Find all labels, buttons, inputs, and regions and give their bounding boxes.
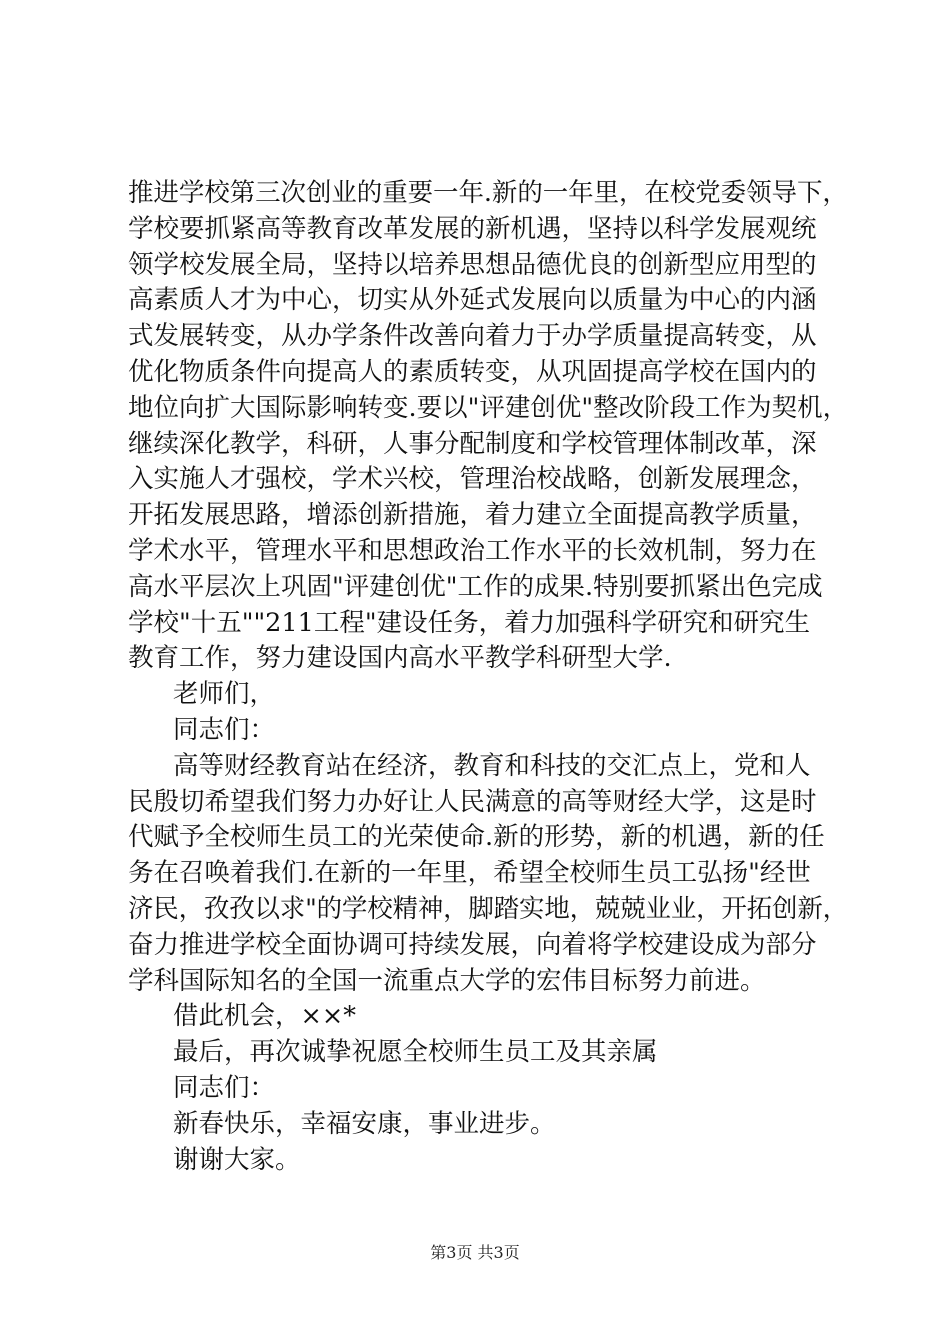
text-line: 入实施人才强校，学术兴校，管理治校战略，创新发展理念， — [128, 464, 817, 495]
text-line: 开拓发展思路，增添创新措施，着力建立全面提高教学质量， — [128, 500, 817, 531]
text-line: 式发展转变，从办学条件改善向着力于办学质量提高转变，从 — [128, 321, 817, 352]
text-line: 学术水平，管理水平和思想政治工作水平的长效机制，努力在 — [128, 535, 817, 566]
text-line: 谢谢大家。 — [173, 1144, 301, 1175]
text-line: 新春快乐，幸福安康，事业进步。 — [173, 1108, 556, 1139]
text-line: 教育工作，努力建设国内高水平教学科研型大学. — [128, 643, 672, 674]
text-line: 同志们： — [173, 1072, 276, 1103]
text-line: 代赋予全校师生员工的光荣使命.新的形势，新的机遇，新的任 — [128, 822, 825, 853]
page-number-footer: 第3页 共3页 — [430, 1243, 520, 1262]
text-line: 继续深化教学，科研，人事分配制度和学校管理体制改革，深 — [128, 428, 817, 459]
text-line: 同志们： — [173, 714, 276, 745]
text-line: 领学校发展全局，坚持以培养思想品德优良的创新型应用型的 — [128, 249, 817, 280]
text-line: 学校要抓紧高等教育改革发展的新机遇，坚持以科学发展观统 — [128, 213, 817, 244]
text-line: 学科国际知名的全国一流重点大学的宏伟目标努力前进。 — [128, 965, 766, 996]
text-line: 学校"十五""211工程"建设任务，着力加强科学研究和研究生 — [128, 607, 811, 638]
text-line: 务在召唤着我们.在新的一年里，希望全校师生员工弘扬"经世 — [128, 858, 811, 889]
text-line: 优化物质条件向提高人的素质转变，从巩固提高学校在国内的 — [128, 356, 817, 387]
text-line: 借此机会，××* — [173, 1001, 356, 1032]
text-line: 奋力推进学校全面协调可持续发展，向着将学校建设成为部分 — [128, 929, 817, 960]
text-line: 高水平层次上巩固"评建创优"工作的成果.特别要抓紧出色完成 — [128, 571, 823, 602]
text-line: 高等财经教育站在经济，教育和科技的交汇点上，党和人 — [173, 750, 811, 781]
document-body — [128, 176, 848, 1178]
text-line: 地位向扩大国际影响转变.要以"评建创优"整改阶段工作为契机， — [128, 392, 849, 423]
text-line: 老师们， — [173, 679, 276, 710]
text-line: 高素质人才为中心，切实从外延式发展向以质量为中心的内涵 — [128, 285, 817, 316]
text-line: 济民，孜孜以求"的学校精神，脚踏实地，兢兢业业，开拓创新， — [128, 893, 848, 924]
text-line: 民殷切希望我们努力办好让人民满意的高等财经大学，这是时 — [128, 786, 817, 817]
text-line: 推进学校第三次创业的重要一年.新的一年里，在校党委领导下， — [128, 178, 848, 208]
text-line: 最后，再次诚挚祝愿全校师生员工及其亲属 — [173, 1037, 658, 1068]
